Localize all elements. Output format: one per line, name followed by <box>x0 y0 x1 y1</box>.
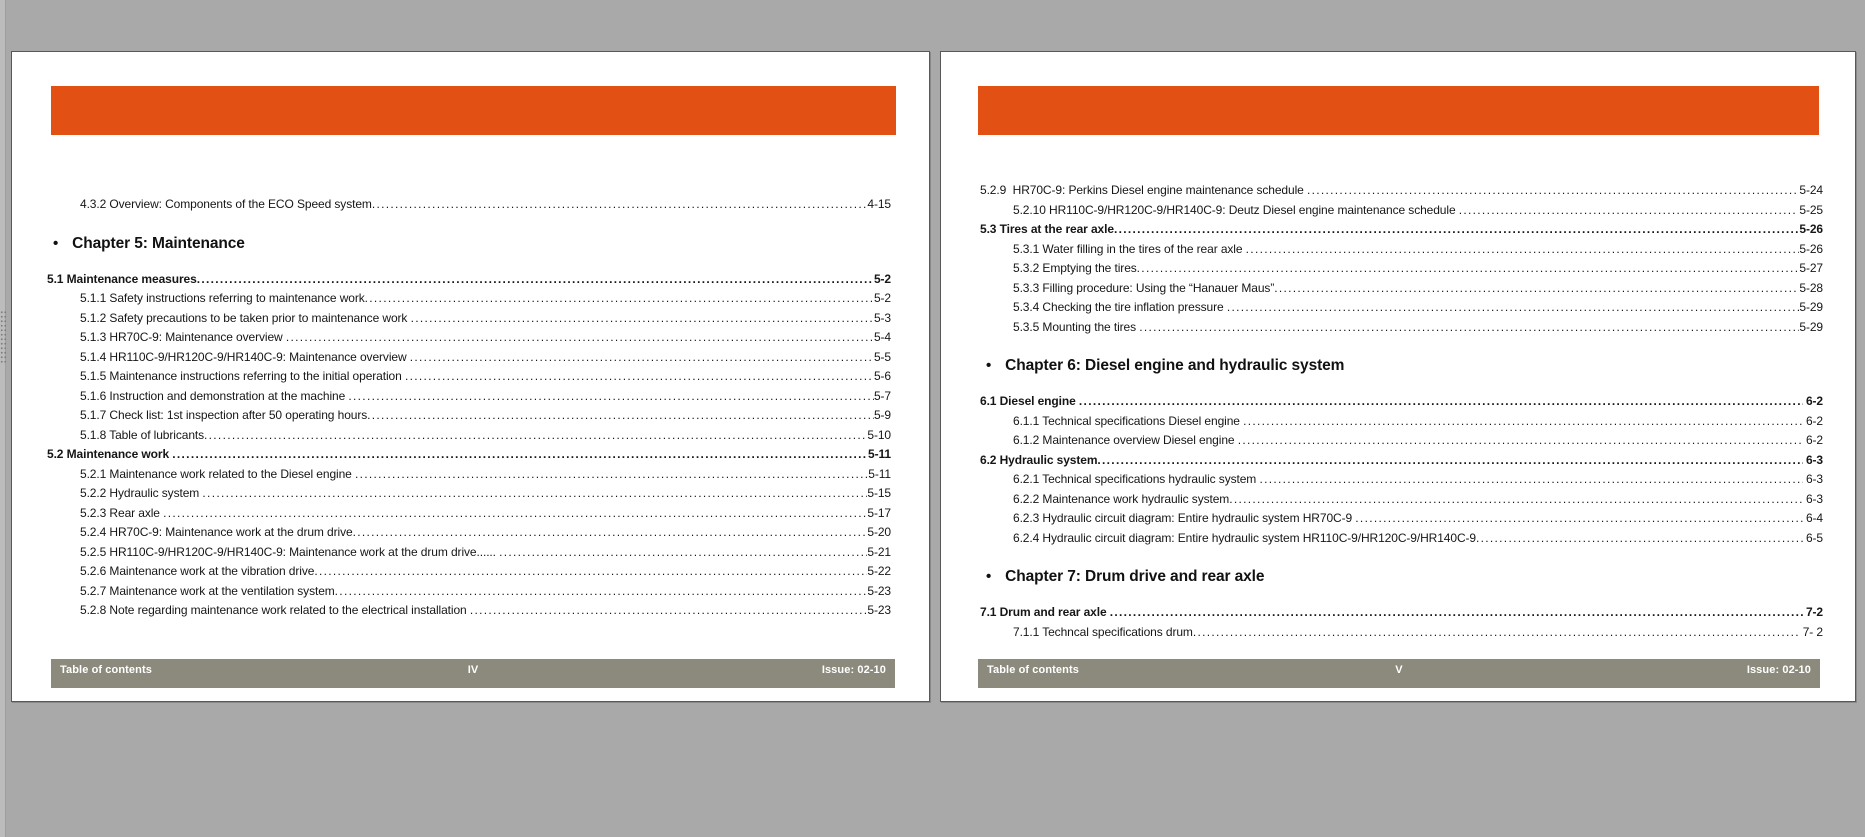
toc-entry-title: 5.1.2 Safety precautions to be taken prior to maintenance work <box>80 310 411 325</box>
toc-leader-dots <box>1229 490 1803 510</box>
footer-section-label: Table of contents <box>60 664 152 676</box>
page-footer <box>978 659 1820 688</box>
toc-leader-dots <box>314 562 867 582</box>
toc-leader-dots <box>204 426 867 446</box>
toc-leader-dots <box>335 582 868 602</box>
toc-entry <box>980 318 1823 338</box>
toc-entry-title: 5.1.8 Table of lubricants <box>80 427 205 442</box>
toc-leader-dots <box>1114 220 1799 240</box>
toc-leader-dots <box>470 601 868 621</box>
toc-leader-dots <box>410 348 874 368</box>
toc-entry-page: 7- 2 <box>1799 624 1823 639</box>
toc-chapter-heading <box>980 567 1823 586</box>
toc-entry-page: 5-7 <box>873 388 891 403</box>
footer-page-number: V <box>1395 664 1403 676</box>
toc-leader-dots <box>355 465 868 485</box>
toc-entry-page: 5-3 <box>873 310 891 325</box>
toc-entry-title: 5.1.6 Instruction and demonstration at the machine <box>80 388 349 403</box>
toc-entry <box>47 465 891 485</box>
toc-entry-page: 5-6 <box>873 369 891 383</box>
toc-entry-title: 5.1.1 Safety instructions referring to maintenance work <box>80 291 365 305</box>
toc-entry-page: 5-11 <box>868 466 891 481</box>
toc-entry <box>47 328 891 348</box>
toc-chapter-heading <box>980 356 1823 375</box>
toc-leader-dots <box>1139 318 1799 338</box>
toc-entry <box>980 529 1823 549</box>
toc-entry-page: 5-23 <box>867 583 891 598</box>
toc-entry <box>980 220 1823 240</box>
bullet-icon: • <box>986 568 992 585</box>
toc-entry-title: 5.2.8 Note regarding maintenance work related to the electrical installation <box>80 603 470 617</box>
footer-issue-label: Issue: 02-10 <box>821 664 886 676</box>
panel-resize-handle[interactable] <box>0 310 7 364</box>
toc-entry-page: 5-22 <box>867 564 891 578</box>
table-of-contents-right <box>980 181 1823 642</box>
toc-entry <box>980 623 1823 643</box>
toc-leader-dots <box>365 289 874 309</box>
toc-leader-dots <box>1246 240 1800 260</box>
toc-leader-dots <box>172 445 868 465</box>
toc-entry-title: 5.2.10 HR110C-9/HR120C-9/HR140C-9: Deutz Diesel engine maintenance schedule <box>1013 202 1459 217</box>
toc-leader-dots <box>1227 298 1800 318</box>
toc-entry-title: 5.3.5 Mounting the tires <box>1013 319 1140 334</box>
footer-page-number: IV <box>467 664 479 676</box>
toc-leader-dots <box>1238 431 1803 451</box>
toc-leader-dots <box>1137 259 1800 279</box>
toc-entry-page: 5-2 <box>873 271 891 286</box>
toc-entry <box>47 406 891 426</box>
toc-entry-title: 6.1.2 Maintenance overview Diesel engine <box>1013 433 1238 447</box>
toc-entry-page: 5-9 <box>873 408 891 422</box>
toc-entry-title: 5.3.2 Emptying the tires <box>1013 261 1137 275</box>
page-footer <box>51 659 895 688</box>
toc-entry <box>980 470 1823 490</box>
toc-leader-dots <box>1079 392 1803 412</box>
toc-entry <box>47 601 891 621</box>
toc-entry-page: 6-4 <box>1802 511 1823 525</box>
toc-entry-title: 7.1 Drum and rear axle <box>980 605 1110 619</box>
toc-entry-page: 4-15 <box>867 197 891 211</box>
bullet-icon: • <box>986 357 992 374</box>
toc-entry-page: 5-23 <box>867 603 891 617</box>
toc-entry-title: 5.2.1 Maintenance work related to the Diesel engine <box>80 466 355 481</box>
toc-chapter-label: Chapter 5: Maintenance <box>72 234 245 252</box>
toc-leader-dots <box>1274 279 1799 299</box>
toc-entry <box>47 387 891 407</box>
toc-leader-dots <box>1259 470 1802 490</box>
toc-entry-title: 5.2.2 Hydraulic system <box>80 486 203 500</box>
toc-entry-page: 5-26 <box>1799 241 1823 256</box>
toc-entry-title: 5.2.4 HR70C-9: Maintenance work at the drum drive <box>80 525 353 539</box>
toc-entry-page: 5-28 <box>1799 280 1823 295</box>
toc-entry-title: 5.2.3 Rear axle <box>80 505 164 520</box>
toc-entry <box>47 289 891 309</box>
toc-entry-title: 4.3.2 Overview: Components of the ECO Speed system <box>80 197 372 211</box>
toc-entry-title: 6.2 Hydraulic system <box>980 452 1098 467</box>
toc-leader-dots <box>367 406 874 426</box>
toc-entry-title: 6.2.4 Hydraulic circuit diagram: Entire hydraulic system HR110C-9/HR120C-9/HR140C-9 <box>1013 530 1476 545</box>
toc-leader-dots <box>1193 623 1800 643</box>
toc-entry <box>980 392 1823 412</box>
toc-entry-title: 6.1.1 Technical specifications Diesel engine <box>1013 413 1244 428</box>
toc-leader-dots <box>1097 451 1802 471</box>
toc-entry-page: 5-29 <box>1799 300 1823 314</box>
footer-section-label: Table of contents <box>987 664 1079 676</box>
toc-entry <box>980 509 1823 529</box>
toc-entry-page: 5-20 <box>867 525 891 539</box>
table-of-contents-left <box>47 195 891 621</box>
toc-entry-page: 5-24 <box>1799 183 1823 197</box>
toc-leader-dots <box>1355 509 1802 529</box>
toc-chapter-label: Chapter 6: Diesel engine and hydraulic system <box>1005 357 1345 374</box>
chapter-header-bar <box>978 86 1819 135</box>
toc-entry-title: 5.3.1 Water filling in the tires of the rear axle <box>1013 241 1246 256</box>
toc-entry-title: 7.1.1 Techncal specifications drum <box>1013 624 1193 639</box>
toc-entry <box>980 240 1823 260</box>
toc-entry-title: 5.3.4 Checking the tire inflation pressure <box>1013 300 1227 314</box>
toc-entry-page: 7-2 <box>1802 605 1823 619</box>
toc-entry <box>980 431 1823 451</box>
toc-leader-dots <box>286 328 874 348</box>
toc-entry-title: 6.2.2 Maintenance work hydraulic system <box>1013 491 1230 506</box>
toc-leader-dots <box>1110 603 1803 623</box>
toc-entry <box>980 201 1823 221</box>
toc-entry <box>47 504 891 524</box>
toc-entry-page: 6-2 <box>1802 394 1823 408</box>
toc-entry-page: 6-3 <box>1802 452 1823 467</box>
toc-leader-dots <box>1307 181 1799 201</box>
toc-entry-title: 5.2.7 Maintenance work at the ventilation system <box>80 583 335 598</box>
toc-entry <box>47 348 891 368</box>
toc-entry-title: 6.1 Diesel engine <box>980 394 1079 408</box>
toc-entry <box>47 582 891 602</box>
toc-entry-page: 6-3 <box>1802 472 1823 486</box>
toc-leader-dots <box>197 270 874 290</box>
collapsed-panel-edge <box>0 0 6 837</box>
toc-entry-page: 6-2 <box>1802 413 1823 428</box>
document-page-left <box>11 51 930 702</box>
toc-leader-dots <box>499 543 867 563</box>
toc-entry <box>47 309 891 329</box>
toc-leader-dots <box>1243 412 1803 432</box>
toc-entry <box>980 279 1823 299</box>
toc-entry-page: 5-5 <box>873 349 891 364</box>
toc-entry-title: 5.1.7 Check list: 1st inspection after 50 operating hours <box>80 408 368 422</box>
toc-entry <box>980 259 1823 279</box>
toc-entry-title: 5.1.5 Maintenance instructions referring to the initial operation <box>80 369 405 383</box>
toc-entry-title: 5.3 Tires at the rear axle <box>980 222 1114 236</box>
toc-leader-dots <box>411 309 874 329</box>
toc-entry <box>47 562 891 582</box>
toc-entry-title: 6.2.1 Technical specifications hydraulic system <box>1013 472 1260 486</box>
toc-entry-title: 5.2.9 HR70C-9: Perkins Diesel engine maintenance schedule <box>980 183 1307 197</box>
toc-entry-page: 5-25 <box>1796 202 1823 217</box>
toc-entry-page: 5-10 <box>867 427 891 442</box>
bullet-icon: • <box>53 234 59 252</box>
toc-entry <box>980 181 1823 201</box>
toc-entry-page: 6-2 <box>1802 433 1823 447</box>
toc-entry-page: 5-27 <box>1799 261 1823 275</box>
toc-entry <box>980 603 1823 623</box>
toc-entry <box>980 298 1823 318</box>
footer-issue-label: Issue: 02-10 <box>1746 664 1811 676</box>
toc-entry <box>47 367 891 387</box>
toc-entry-page: 6-5 <box>1802 530 1823 545</box>
toc-entry-title: 5.1 Maintenance measures <box>47 271 197 286</box>
toc-entry <box>47 543 891 563</box>
toc-entry-page: 5-15 <box>867 486 891 500</box>
toc-entry-page: 5-17 <box>867 505 891 520</box>
toc-entry-page: 5-29 <box>1799 319 1823 334</box>
toc-leader-dots <box>1476 529 1803 549</box>
toc-entry-page: 5-21 <box>867 544 891 559</box>
toc-entry-title: 5.1.3 HR70C-9: Maintenance overview <box>80 330 286 344</box>
toc-entry-title: 5.2.6 Maintenance work at the vibration drive <box>80 564 315 578</box>
toc-leader-dots <box>405 367 874 387</box>
toc-entry-page: 6-3 <box>1802 491 1823 506</box>
toc-entry-title: 5.1.4 HR110C-9/HR120C-9/HR140C-9: Maintenance overview <box>80 349 410 364</box>
document-page-right <box>940 51 1856 702</box>
toc-leader-dots <box>163 504 867 524</box>
toc-entry-title: 5.3.3 Filling procedure: Using the “Hanauer Maus” <box>1013 280 1275 295</box>
toc-entry <box>47 195 891 215</box>
toc-entry-title: 6.2.3 Hydraulic circuit diagram: Entire hydraulic system HR70C-9 <box>1013 511 1356 525</box>
toc-leader-dots <box>353 523 868 543</box>
toc-entry <box>47 484 891 504</box>
toc-chapter-label: Chapter 7: Drum drive and rear axle <box>1005 568 1265 585</box>
toc-entry <box>47 426 891 446</box>
toc-leader-dots <box>1459 201 1796 221</box>
toc-leader-dots <box>202 484 867 504</box>
toc-entry <box>47 445 891 465</box>
toc-entry-page: 5-4 <box>873 330 891 344</box>
toc-entry-page: 5-2 <box>873 291 891 305</box>
toc-entry <box>980 451 1823 471</box>
toc-entry <box>980 412 1823 432</box>
toc-entry-page: 5-11 <box>868 447 891 461</box>
toc-leader-dots <box>348 387 874 407</box>
toc-entry-page: 5-26 <box>1799 222 1823 236</box>
toc-leader-dots <box>372 195 868 215</box>
toc-entry <box>980 490 1823 510</box>
toc-entry <box>47 523 891 543</box>
toc-entry-title: 5.2 Maintenance work <box>47 447 173 461</box>
chapter-header-bar <box>51 86 896 135</box>
toc-entry <box>47 270 891 290</box>
toc-entry-title: 5.2.5 HR110C-9/HR120C-9/HR140C-9: Maintenance work at the drum drive...... <box>80 544 500 559</box>
toc-chapter-heading <box>47 234 891 253</box>
